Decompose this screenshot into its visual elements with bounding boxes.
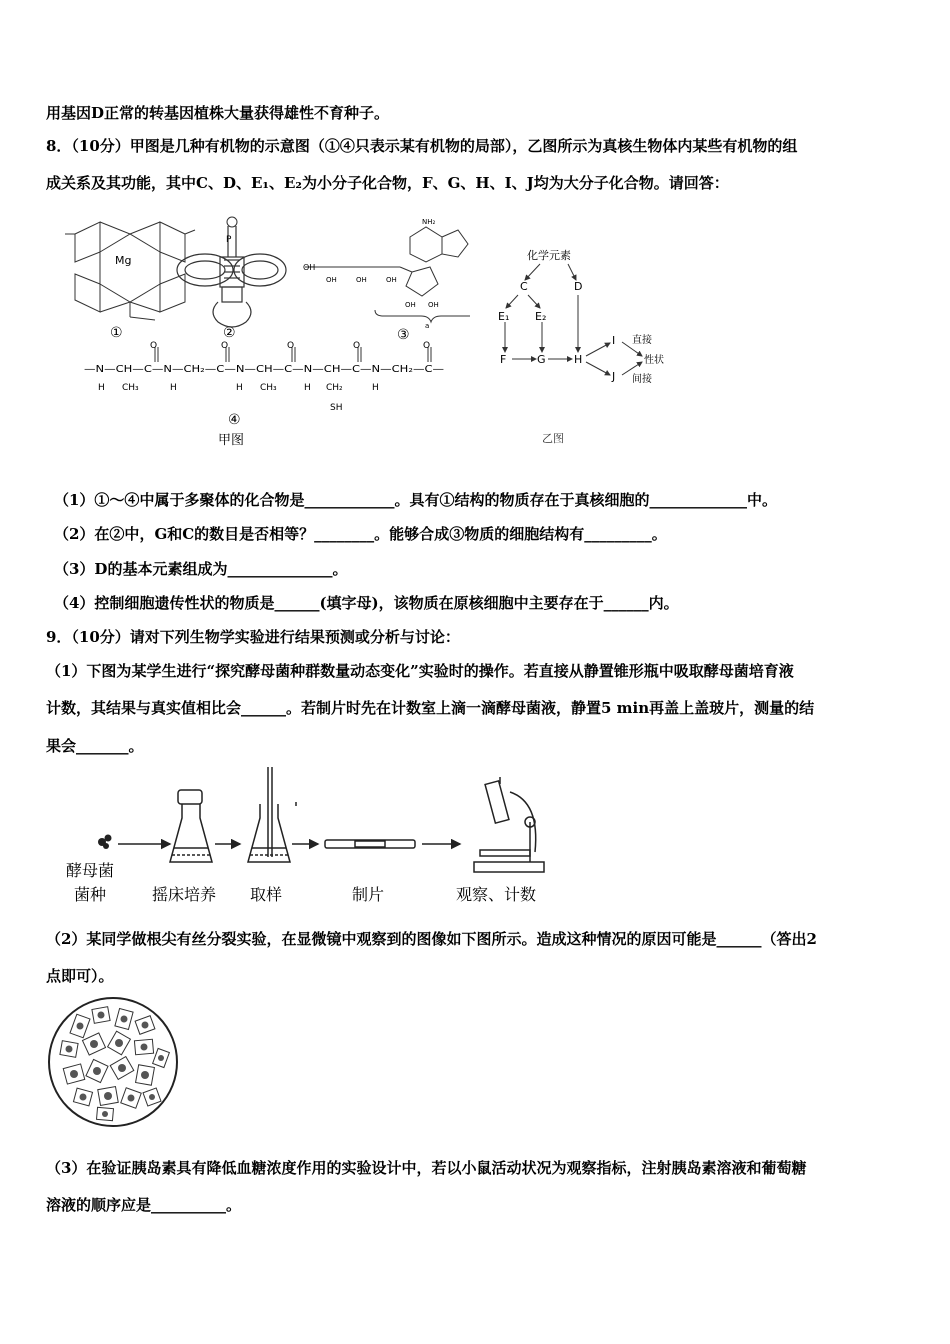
o-label-4: O [353, 341, 361, 351]
q9-part-3-cont: 溶液的顺序应是__________。 [46, 1196, 242, 1214]
trait-label: 性状 [644, 355, 664, 366]
label-slide: 制片 [352, 885, 385, 904]
node-c: C [520, 280, 528, 293]
q8-part-3: （3）D的基本元素组成为______________。 [54, 560, 348, 578]
node-f: F [500, 353, 507, 366]
label-strain: 菌种 [74, 885, 107, 904]
oh-label: OH [303, 263, 316, 272]
label-shaking: 摇床培养 [152, 885, 217, 904]
label-observe: 观察、计数 [456, 885, 537, 904]
question-9-intro: 9．（10分）请对下列生物学实验进行结果预测或分析与讨论： [46, 628, 460, 646]
node-e2: E₂ [535, 310, 547, 323]
text-line-1: 用基因D正常的转基因植株大量获得雄性不育种子。 [46, 104, 390, 122]
o-label-2: O [221, 341, 229, 351]
oh-label-6: OH [428, 301, 439, 309]
label-3: ③ [397, 327, 410, 343]
mg-label: Mg [115, 254, 132, 267]
figure-jia [60, 212, 470, 452]
o-label-1: O [150, 341, 158, 351]
h-label-1: H [98, 383, 105, 393]
yi-top: 化学元素 [527, 249, 571, 262]
figure-yeast-procedure [60, 762, 580, 912]
microscope-icon [474, 777, 544, 872]
yeast-icon [98, 835, 112, 850]
ch2-label: CH₂ [326, 383, 343, 393]
nh2-label: NH₂ [422, 218, 436, 226]
fig-yi-caption: 乙图 [542, 432, 564, 445]
a-label: a [425, 322, 430, 330]
chlorophyll-structure [65, 222, 195, 320]
label-4: ④ [228, 412, 241, 428]
oh-label-2: OH [326, 276, 337, 284]
question-8-intro: 8．（10分）甲图是几种有机物的示意图（①④只表示某有机物的局部），乙图所示为真核生物体内某些有机物的组 [46, 137, 798, 155]
o-label-3: O [287, 341, 295, 351]
flask-shaker-icon [170, 790, 212, 862]
flask-sampling-icon [248, 767, 296, 862]
h-label-2: H [170, 383, 177, 393]
node-h: H [574, 353, 583, 366]
q9-part-3: （3）在验证胰岛素具有降低血糖浓度作用的实验设计中，若以小鼠活动状况为观察指标，注射胰岛素溶液和葡萄糖 [46, 1159, 807, 1177]
node-e1: E₁ [498, 310, 510, 323]
sh-label: SH [330, 403, 343, 413]
o-label-5: O [423, 341, 431, 351]
atp-structure [305, 227, 470, 322]
node-g: G [537, 353, 546, 366]
trna-p-label: P [226, 235, 232, 245]
ch3-label-1: CH₃ [122, 383, 139, 393]
q9-part-1-cont: 计数，其结果与真实值相比会______。若制片时先在计数室上滴一滴酵母菌液，静置5 min再盖上盖玻片，测量的结 [46, 699, 815, 717]
h-label-3: H [236, 383, 243, 393]
label-2: ② [223, 325, 236, 341]
oh-label-5: OH [405, 301, 416, 309]
label-sampling: 取样 [250, 885, 283, 904]
q9-part-2: （2）某同学做根尖有丝分裂实验，在显微镜中观察到的图像如下图所示。造成这种情况的原因可能是______（答出2 [46, 930, 817, 948]
slide-icon [325, 840, 415, 848]
figure-cell-view [45, 994, 185, 1134]
indirect-label: 间接 [632, 374, 652, 385]
peptide-chain: —N—CH—C—N—CH₂—C—N—CH—C—N—CH—C—N—CH₂—C— [84, 364, 444, 375]
question-8-intro-cont: 成关系及其功能，其中C、D、E₁、E₂为小分子化合物，F、G、H、I、J均为大分子化合物。请回答： [46, 174, 729, 192]
q9-part-2-cont: 点即可）。 [46, 967, 114, 985]
node-j: J [612, 370, 616, 383]
node-i: I [612, 334, 616, 347]
fig-jia-caption: 甲图 [218, 433, 245, 448]
q9-part-1: （1）下图为某学生进行“探究酵母菌种群数量动态变化”实验时的操作。若直接从静置锥形瓶中吸取酵母菌培育液 [46, 662, 794, 680]
trna-structure [177, 226, 286, 327]
direct-label: 直接 [632, 335, 652, 346]
figure-yi [490, 240, 690, 450]
label-yeast: 酵母菌 [66, 861, 115, 880]
oh-label-3: OH [356, 276, 367, 284]
node-d: D [574, 280, 583, 293]
q9-part-1-end: 果会_______。 [46, 737, 144, 755]
q8-part-2: （2）在②中，G和C的数目是否相等？________。能够合成③物质的细胞结构有_________。 [54, 525, 667, 543]
h-label-4: H [304, 383, 311, 393]
oh-label-4: OH [386, 276, 397, 284]
q8-part-1: （1）①～④中属于多聚体的化合物是____________。具有①结构的物质存在于真核细胞的_____________中。 [54, 491, 777, 509]
h-label-5: H [372, 383, 379, 393]
ch3-label-2: CH₃ [260, 383, 277, 393]
q8-part-4: （4）控制细胞遗传性状的物质是______(填字母)，该物质在原核细胞中主要存在于______内。 [54, 594, 679, 612]
label-1: ① [110, 325, 123, 341]
